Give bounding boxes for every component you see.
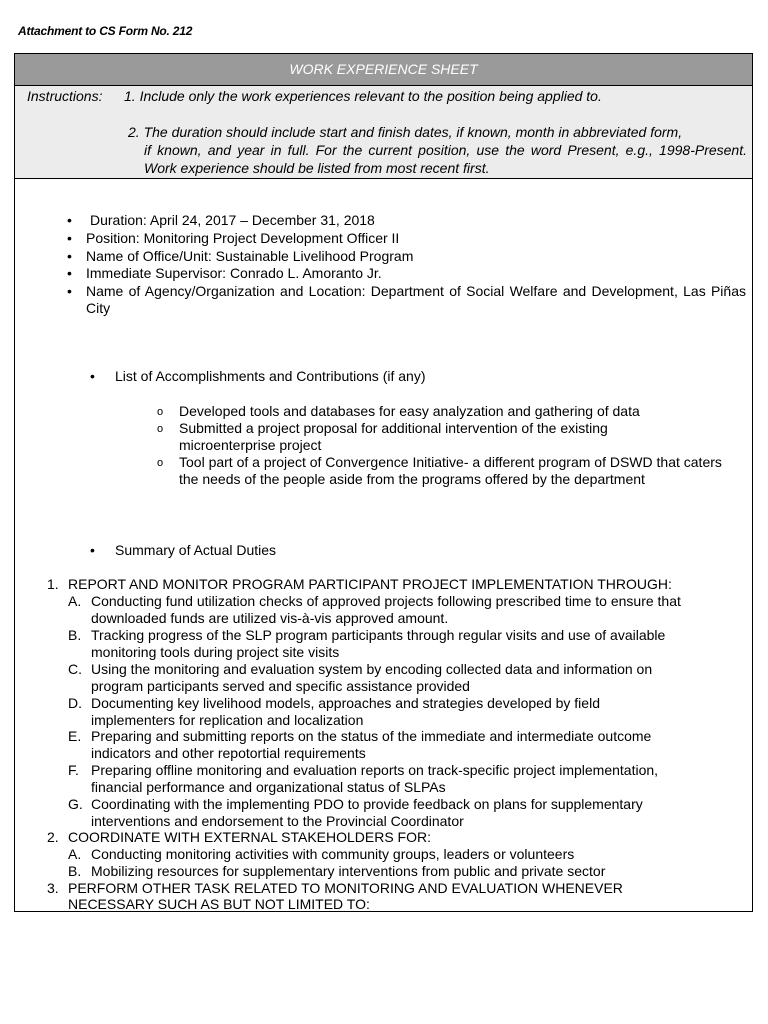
instruction-item-1: 1. Include only the work experiences relevant to the position being applied to.: [124, 88, 602, 104]
detail-duration: Duration: April 24, 2017 – December 31, 2018: [90, 212, 375, 228]
duty-item-line: Using the monitoring and evaluation system by encoding collected data and information on: [91, 661, 653, 677]
duty-item-line: Preparing and submitting reports on the status of the immediate and intermediate outcome: [91, 728, 652, 744]
section-title: NECESSARY SUCH AS BUT NOT LIMITED TO:: [68, 896, 370, 912]
item-letter: E.: [68, 728, 82, 744]
section-title: REPORT AND MONITOR PROGRAM PARTICIPANT PROJECT IMPLEMENTATION THROUGH:: [68, 576, 672, 592]
bullet-icon: •: [67, 212, 72, 228]
detail-agency: Name of Agency/Organization and Location: Department of Social Welfare and Development, Las Piñas City: [86, 283, 746, 316]
section-title: PERFORM OTHER TASK RELATED TO MONITORING AND EVALUATION WHENEVER: [68, 880, 623, 896]
item-letter: A.: [68, 593, 82, 609]
bullet-icon: •: [67, 230, 72, 246]
attachment-label: Attachment to CS Form No. 212: [18, 24, 193, 38]
bullet-icon: •: [67, 248, 72, 264]
bullet-icon: •: [90, 542, 95, 558]
bullet-icon: •: [67, 283, 72, 299]
duty-item-line: implementers for replication and localization: [91, 712, 364, 728]
accomplishment-item: Developed tools and databases for easy analyzation and gathering of data: [179, 403, 640, 419]
instruction-item-2-first: 2. The duration should include start and finish dates, if known, month in abbreviated form,: [128, 124, 683, 140]
duty-item-line: downloaded funds are utilized vis-à-vis approved amount.: [91, 610, 449, 626]
instructions-lead: Instructions:: [27, 88, 103, 104]
duty-item-line: program participants served and specific assistance provided: [91, 678, 470, 694]
item-letter: D.: [68, 695, 82, 711]
duty-item-line: Coordinating with the implementing PDO to provide feedback on plans for supplementary: [91, 796, 643, 812]
accomplishments-heading: List of Accomplishments and Contributions (if any): [115, 368, 426, 384]
duty-item-line: Conducting monitoring activities with community groups, leaders or volunteers: [91, 846, 575, 862]
duty-item-line: indicators and other repotortial requirements: [91, 745, 366, 761]
item-letter: F.: [68, 762, 79, 778]
item-letter: C.: [68, 661, 82, 677]
duty-item-line: Preparing offline monitoring and evaluation reports on track-specific project implementation,: [91, 762, 659, 778]
item-letter: B.: [68, 863, 82, 879]
duty-item-line: monitoring tools during project site visits: [91, 644, 340, 660]
item-letter: A.: [68, 846, 82, 862]
duties-heading: Summary of Actual Duties: [115, 542, 277, 558]
item-letter: G.: [68, 796, 83, 812]
section-number: 1.: [47, 576, 59, 592]
detail-position: Position: Monitoring Project Development Officer II: [86, 230, 400, 246]
detail-supervisor: Immediate Supervisor: Conrado L. Amoranto Jr.: [86, 265, 382, 281]
detail-office: Name of Office/Unit: Sustainable Livelihood Program: [86, 248, 414, 264]
accomplishment-item: Submitted a project proposal for additional intervention of the existing microenterprise project: [179, 420, 608, 453]
duty-item-line: Tracking progress of the SLP program participants through regular visits and use of available: [91, 627, 666, 643]
circle-bullet-icon: o: [157, 457, 164, 469]
section-title: COORDINATE WITH EXTERNAL STAKEHOLDERS FOR:: [68, 829, 432, 845]
duty-item-line: Mobilizing resources for supplementary interventions from public and private sector: [91, 863, 606, 879]
duty-item-line: interventions and endorsement to the Provincial Coordinator: [91, 813, 464, 829]
circle-bullet-icon: o: [157, 406, 164, 418]
section-number: 3.: [47, 880, 59, 896]
accomplishment-item: Tool part of a project of Convergence Initiative- a different program of DSWD that caters the needs of the people aside from the programs offered by the department: [179, 454, 722, 487]
instruction-item-2-rest: if known, and year in full. For the current position, use the word Present, e.g., 1998-Present. Work experience should be listed from most recent first.: [144, 142, 747, 176]
duty-item-line: financial performance and organizational status of SLPAs: [91, 779, 446, 795]
duty-item-line: Documenting key livelihood models, approaches and strategies developed by field: [91, 695, 600, 711]
circle-bullet-icon: o: [157, 423, 164, 435]
bullet-icon: •: [90, 368, 95, 384]
instruction-item-2: [128, 123, 747, 177]
sheet-title: WORK EXPERIENCE SHEET: [15, 54, 752, 86]
duty-item-line: Conducting fund utilization checks of approved projects following prescribed time to ensure that: [91, 593, 681, 609]
section-number: 2.: [47, 829, 59, 845]
bullet-icon: •: [67, 265, 72, 281]
instructions-box: [15, 86, 752, 179]
item-letter: B.: [68, 627, 82, 643]
